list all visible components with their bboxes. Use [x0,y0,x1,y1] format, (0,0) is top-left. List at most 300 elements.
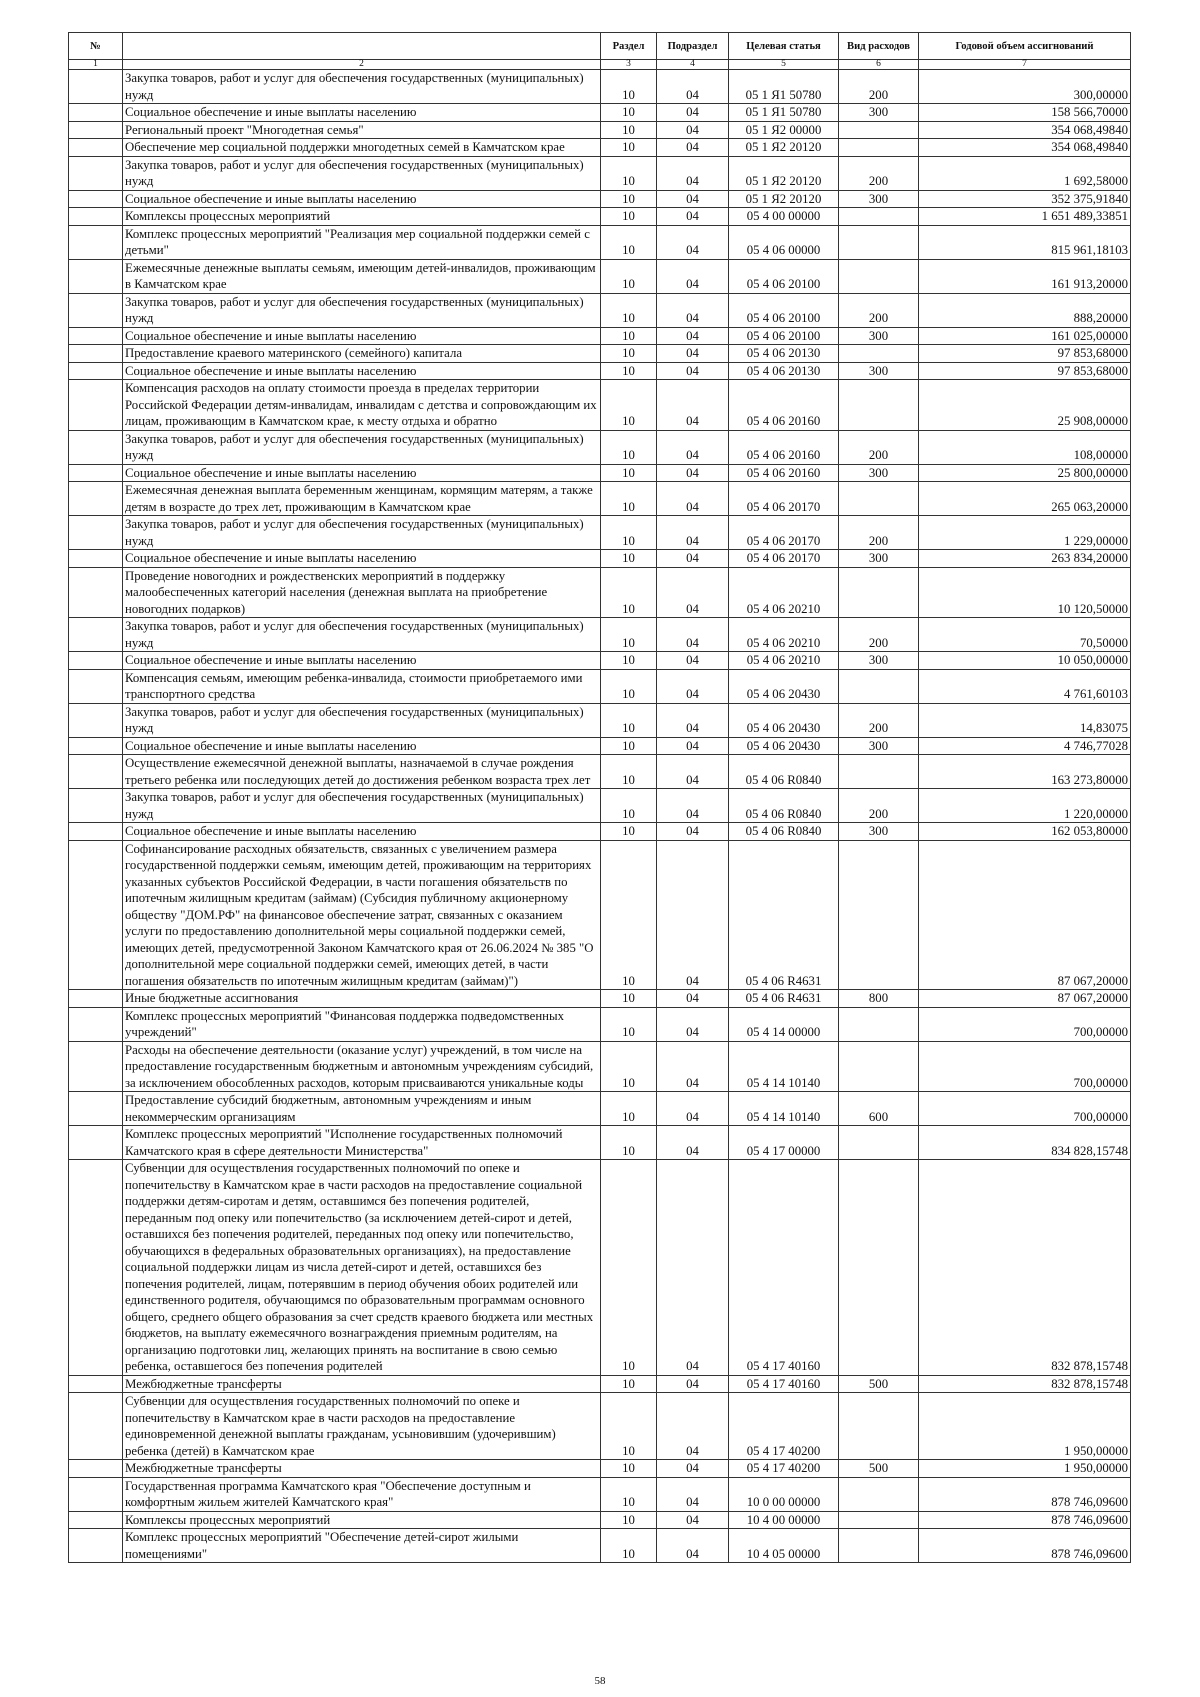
row-name-cell: Социальное обеспечение и иные выплаты населению [123,464,601,482]
row-name-cell: Расходы на обеспечение деятельности (оказание услуг) учреждений, в том числе на предоставление государственным бюджетным и автономным учреждениям субсидий, за исключением обособленных расходов, которым присваиваются уникальные коды [123,1041,601,1092]
row-name-cell: Социальное обеспечение и иные выплаты населению [123,104,601,122]
row-type-cell [839,1041,919,1092]
row-number-cell [69,1393,123,1460]
row-number-cell [69,652,123,670]
row-amount-cell: 1 651 489,33851 [919,208,1131,226]
row-number-cell [69,840,123,990]
row-subsection-cell: 04 [657,259,729,293]
row-amount-cell: 300,00000 [919,70,1131,104]
table-row [69,652,1131,670]
row-target-cell: 05 4 06 20430 [729,703,839,737]
row-type-cell [839,259,919,293]
row-section-cell: 10 [601,430,657,464]
row-subsection-cell: 04 [657,823,729,841]
row-section-cell: 10 [601,1375,657,1393]
table-row [69,990,1131,1008]
row-name-cell: Осуществление ежемесячной денежной выплаты, назначаемой в случае рождения третьего ребенка или последующих детей до достижения ребенком возраста трех лет [123,755,601,789]
row-number-cell [69,464,123,482]
row-section-cell: 10 [601,1126,657,1160]
row-name-cell: Закупка товаров, работ и услуг для обеспечения государственных (муниципальных) нужд [123,618,601,652]
table-row [69,482,1131,516]
row-subsection-cell: 04 [657,1511,729,1529]
row-type-cell: 500 [839,1375,919,1393]
row-target-cell: 05 4 06 20130 [729,345,839,363]
table-row [69,550,1131,568]
header-name [123,33,601,60]
table-row [69,464,1131,482]
row-type-cell: 200 [839,70,919,104]
row-section-cell: 10 [601,1529,657,1563]
row-section-cell: 10 [601,208,657,226]
row-amount-cell: 815 961,18103 [919,225,1131,259]
row-subsection-cell: 04 [657,703,729,737]
row-subsection-cell: 04 [657,990,729,1008]
row-number-cell [69,190,123,208]
row-type-cell [839,1160,919,1376]
row-amount-cell: 87 067,20000 [919,990,1131,1008]
table-row [69,1529,1131,1563]
row-type-cell [839,121,919,139]
row-number-cell [69,208,123,226]
row-section-cell: 10 [601,70,657,104]
row-name-cell: Межбюджетные трансферты [123,1460,601,1478]
row-amount-cell: 158 566,70000 [919,104,1131,122]
row-amount-cell: 4 746,77028 [919,737,1131,755]
row-amount-cell: 888,20000 [919,293,1131,327]
row-section-cell: 10 [601,567,657,618]
row-type-cell: 300 [839,464,919,482]
row-number-cell [69,755,123,789]
row-amount-cell: 14,83075 [919,703,1131,737]
row-name-cell: Иные бюджетные ассигнования [123,990,601,1008]
header-subsection: Подраздел [657,33,729,60]
row-subsection-cell: 04 [657,789,729,823]
row-subsection-cell: 04 [657,190,729,208]
row-amount-cell: 163 273,80000 [919,755,1131,789]
row-amount-cell: 25 800,00000 [919,464,1131,482]
row-name-cell: Социальное обеспечение и иные выплаты населению [123,190,601,208]
row-amount-cell: 354 068,49840 [919,139,1131,157]
row-section-cell: 10 [601,482,657,516]
row-target-cell: 05 4 06 00000 [729,225,839,259]
row-name-cell: Закупка товаров, работ и услуг для обеспечения государственных (муниципальных) нужд [123,789,601,823]
row-subsection-cell: 04 [657,293,729,327]
row-subsection-cell: 04 [657,1092,729,1126]
row-type-cell [839,1007,919,1041]
table-row [69,293,1131,327]
header-number: № [69,33,123,60]
table-row [69,1126,1131,1160]
row-section-cell: 10 [601,380,657,431]
row-subsection-cell: 04 [657,840,729,990]
row-section-cell: 10 [601,1092,657,1126]
row-name-cell: Предоставление субсидий бюджетным, автономным учреждениям и иным некоммерческим организациям [123,1092,601,1126]
row-target-cell: 05 4 06 R0840 [729,789,839,823]
row-name-cell: Межбюджетные трансферты [123,1375,601,1393]
row-subsection-cell: 04 [657,1460,729,1478]
row-type-cell: 200 [839,703,919,737]
row-target-cell: 05 4 17 40160 [729,1160,839,1376]
row-number-cell [69,669,123,703]
row-number-cell [69,139,123,157]
row-type-cell [839,1529,919,1563]
column-number: 4 [657,60,729,70]
row-name-cell: Предоставление краевого материнского (семейного) капитала [123,345,601,363]
row-target-cell: 05 4 14 10140 [729,1092,839,1126]
row-target-cell: 05 4 17 40160 [729,1375,839,1393]
row-subsection-cell: 04 [657,380,729,431]
row-target-cell: 05 1 Я2 20120 [729,139,839,157]
row-amount-cell: 1 692,58000 [919,156,1131,190]
document-page [68,32,1130,1563]
row-target-cell: 05 4 17 00000 [729,1126,839,1160]
column-number: 2 [123,60,601,70]
row-target-cell: 05 4 06 R0840 [729,755,839,789]
row-number-cell [69,104,123,122]
row-number-cell [69,430,123,464]
row-type-cell: 200 [839,789,919,823]
row-type-cell [839,208,919,226]
row-name-cell: Ежемесячная денежная выплата беременным женщинам, кормящим матерям, а также детям в возрасте до трех лет, проживающим в Камчатском крае [123,482,601,516]
table-row [69,139,1131,157]
row-target-cell: 05 4 06 20210 [729,652,839,670]
row-name-cell: Закупка товаров, работ и услуг для обеспечения государственных (муниципальных) нужд [123,516,601,550]
row-section-cell: 10 [601,1007,657,1041]
row-name-cell: Комплекс процессных мероприятий "Реализация мер социальной поддержки семей с детьми" [123,225,601,259]
row-name-cell: Социальное обеспечение и иные выплаты населению [123,550,601,568]
table-row [69,430,1131,464]
row-name-cell: Закупка товаров, работ и услуг для обеспечения государственных (муниципальных) нужд [123,430,601,464]
row-section-cell: 10 [601,669,657,703]
row-type-cell [839,1126,919,1160]
row-section-cell: 10 [601,362,657,380]
table-row [69,755,1131,789]
row-amount-cell: 263 834,20000 [919,550,1131,568]
row-subsection-cell: 04 [657,737,729,755]
table-row [69,1477,1131,1511]
row-subsection-cell: 04 [657,327,729,345]
row-section-cell: 10 [601,789,657,823]
header-annual-amount: Годовой объем ассигнований [919,33,1131,60]
row-name-cell: Проведение новогодних и рождественских мероприятий в поддержку малообеспеченных категорий населения (денежная выплата на приобретение новогодних подарков) [123,567,601,618]
header-section: Раздел [601,33,657,60]
table-row [69,327,1131,345]
table-row [69,703,1131,737]
row-target-cell: 05 1 Я1 50780 [729,104,839,122]
row-type-cell: 800 [839,990,919,1008]
row-target-cell: 05 4 06 20160 [729,380,839,431]
row-number-cell [69,1041,123,1092]
row-number-cell [69,1092,123,1126]
row-type-cell [839,380,919,431]
row-type-cell: 200 [839,516,919,550]
row-number-cell [69,482,123,516]
row-amount-cell: 700,00000 [919,1092,1131,1126]
table-row [69,104,1131,122]
row-target-cell: 05 4 06 20160 [729,430,839,464]
row-subsection-cell: 04 [657,1160,729,1376]
table-row [69,259,1131,293]
row-amount-cell: 108,00000 [919,430,1131,464]
row-name-cell: Региональный проект "Многодетная семья" [123,121,601,139]
row-section-cell: 10 [601,139,657,157]
table-row [69,567,1131,618]
row-target-cell: 10 4 00 00000 [729,1511,839,1529]
row-section-cell: 10 [601,259,657,293]
row-type-cell: 300 [839,550,919,568]
table-row [69,1041,1131,1092]
row-amount-cell: 4 761,60103 [919,669,1131,703]
header-expense-type: Вид расходов [839,33,919,60]
row-number-cell [69,1126,123,1160]
table-row [69,823,1131,841]
row-number-cell [69,1511,123,1529]
row-type-cell [839,755,919,789]
row-amount-cell: 1 950,00000 [919,1393,1131,1460]
table-row [69,1092,1131,1126]
row-type-cell: 300 [839,652,919,670]
row-number-cell [69,823,123,841]
row-amount-cell: 700,00000 [919,1007,1131,1041]
row-name-cell: Компенсация расходов на оплату стоимости проезда в пределах территории Российской Федерации детям-инвалидам, инвалидам с детства и сопровождающим их лицам, проживающим в Камчатском крае, к месту отдыха и обратно [123,380,601,431]
row-amount-cell: 878 746,09600 [919,1477,1131,1511]
row-name-cell: Субвенции для осуществления государственных полномочий по опеке и попечительству в Камчатском крае в части расходов на предоставление социальной поддержки детям-сиротам и детям, оставшимся без попечения родителей, переданным под опеку или попечительство (за исключением детей-сирот и детей, оставшихся без попечения родителей, переданных под опеку или попечительство, обучающихся в федеральных образовательных организациях), на предоставление социальной поддержки лицам из числа детей-сирот и детей, оставшихся без попечения родителей, лицам, потерявшим в период обучения обоих родителей или единственного родителя, обучающимся по образовательным программам основного общего, среднего общего образования за счет средств краевого бюджета или местных бюджетов, на выплату ежемесячного вознаграждения приемным родителям, на организацию подготовки лиц, желающих принять на воспитание в свою семью ребенка, оставшегося без попечения родителей [123,1160,601,1376]
row-subsection-cell: 04 [657,121,729,139]
row-target-cell: 05 4 06 20100 [729,327,839,345]
row-type-cell [839,1393,919,1460]
row-subsection-cell: 04 [657,208,729,226]
row-section-cell: 10 [601,464,657,482]
row-target-cell: 05 4 06 20170 [729,482,839,516]
row-type-cell [839,1511,919,1529]
row-subsection-cell: 04 [657,362,729,380]
row-subsection-cell: 04 [657,139,729,157]
row-subsection-cell: 04 [657,482,729,516]
row-target-cell: 05 4 00 00000 [729,208,839,226]
row-amount-cell: 25 908,00000 [919,380,1131,431]
row-target-cell: 05 4 06 20100 [729,259,839,293]
row-number-cell [69,1529,123,1563]
row-number-cell [69,1007,123,1041]
row-target-cell: 05 4 06 20100 [729,293,839,327]
row-number-cell [69,362,123,380]
row-target-cell: 10 4 05 00000 [729,1529,839,1563]
row-subsection-cell: 04 [657,225,729,259]
row-subsection-cell: 04 [657,104,729,122]
row-number-cell [69,345,123,363]
row-name-cell: Закупка товаров, работ и услуг для обеспечения государственных (муниципальных) нужд [123,70,601,104]
row-amount-cell: 265 063,20000 [919,482,1131,516]
table-row [69,789,1131,823]
row-name-cell: Комплексы процессных мероприятий [123,1511,601,1529]
row-subsection-cell: 04 [657,1375,729,1393]
row-subsection-cell: 04 [657,516,729,550]
row-name-cell: Комплекс процессных мероприятий "Финансовая поддержка подведомственных учреждений" [123,1007,601,1041]
row-name-cell: Закупка товаров, работ и услуг для обеспечения государственных (муниципальных) нужд [123,703,601,737]
row-section-cell: 10 [601,516,657,550]
row-name-cell: Социальное обеспечение и иные выплаты населению [123,823,601,841]
row-subsection-cell: 04 [657,430,729,464]
row-name-cell: Закупка товаров, работ и услуг для обеспечения государственных (муниципальных) нужд [123,156,601,190]
row-target-cell: 05 4 14 00000 [729,1007,839,1041]
row-number-cell [69,70,123,104]
row-subsection-cell: 04 [657,669,729,703]
table-row [69,1460,1131,1478]
column-number: 1 [69,60,123,70]
row-amount-cell: 1 229,00000 [919,516,1131,550]
row-type-cell [839,345,919,363]
row-target-cell: 05 1 Я2 00000 [729,121,839,139]
row-number-cell [69,380,123,431]
row-amount-cell: 10 050,00000 [919,652,1131,670]
row-name-cell: Субвенции для осуществления государственных полномочий по опеке и попечительству в Камчатском крае в части расходов на предоставление единовременной денежной выплаты гражданам, усыновившим (удочерившим) ребенка (детей) в Камчатском крае [123,1393,601,1460]
row-section-cell: 10 [601,618,657,652]
row-target-cell: 10 0 00 00000 [729,1477,839,1511]
table-row [69,840,1131,990]
row-type-cell: 200 [839,618,919,652]
row-type-cell [839,567,919,618]
row-subsection-cell: 04 [657,70,729,104]
row-amount-cell: 70,50000 [919,618,1131,652]
row-target-cell: 05 1 Я2 20120 [729,156,839,190]
row-name-cell: Ежемесячные денежные выплаты семьям, имеющим детей-инвалидов, проживающим в Камчатском крае [123,259,601,293]
row-number-cell [69,1460,123,1478]
row-amount-cell: 162 053,80000 [919,823,1131,841]
row-section-cell: 10 [601,1477,657,1511]
table-row [69,208,1131,226]
table-row [69,618,1131,652]
row-type-cell [839,482,919,516]
row-amount-cell: 161 913,20000 [919,259,1131,293]
row-type-cell: 300 [839,737,919,755]
table-row [69,1375,1131,1393]
row-number-cell [69,618,123,652]
row-subsection-cell: 04 [657,1126,729,1160]
row-section-cell: 10 [601,121,657,139]
row-type-cell: 300 [839,104,919,122]
row-section-cell: 10 [601,1160,657,1376]
row-type-cell [839,1477,919,1511]
row-number-cell [69,516,123,550]
row-amount-cell: 878 746,09600 [919,1511,1131,1529]
row-number-cell [69,703,123,737]
row-type-cell [839,669,919,703]
row-amount-cell: 97 853,68000 [919,345,1131,363]
row-target-cell: 05 4 06 20430 [729,669,839,703]
row-subsection-cell: 04 [657,618,729,652]
row-subsection-cell: 04 [657,1041,729,1092]
row-target-cell: 05 4 06 20430 [729,737,839,755]
row-section-cell: 10 [601,823,657,841]
table-row [69,362,1131,380]
table-body [69,70,1131,1563]
row-amount-cell: 97 853,68000 [919,362,1131,380]
row-section-cell: 10 [601,990,657,1008]
row-name-cell: Закупка товаров, работ и услуг для обеспечения государственных (муниципальных) нужд [123,293,601,327]
row-amount-cell: 161 025,00000 [919,327,1131,345]
column-number: 5 [729,60,839,70]
row-section-cell: 10 [601,652,657,670]
row-section-cell: 10 [601,156,657,190]
table-row [69,669,1131,703]
row-target-cell: 05 4 06 20170 [729,550,839,568]
row-subsection-cell: 04 [657,1007,729,1041]
row-section-cell: 10 [601,1393,657,1460]
row-target-cell: 05 4 06 R4631 [729,990,839,1008]
row-subsection-cell: 04 [657,345,729,363]
row-section-cell: 10 [601,190,657,208]
row-target-cell: 05 4 06 R4631 [729,840,839,990]
row-type-cell: 200 [839,156,919,190]
row-name-cell: Социальное обеспечение и иные выплаты населению [123,737,601,755]
row-target-cell: 05 4 17 40200 [729,1393,839,1460]
table-row [69,380,1131,431]
table-row [69,190,1131,208]
row-subsection-cell: 04 [657,464,729,482]
row-amount-cell: 834 828,15748 [919,1126,1131,1160]
row-number-cell [69,225,123,259]
row-type-cell [839,139,919,157]
row-number-cell [69,293,123,327]
row-target-cell: 05 4 06 20170 [729,516,839,550]
row-name-cell: Комплексы процессных мероприятий [123,208,601,226]
row-amount-cell: 352 375,91840 [919,190,1131,208]
row-name-cell: Социальное обеспечение и иные выплаты населению [123,652,601,670]
row-number-cell [69,1375,123,1393]
column-number-row [69,60,1131,70]
row-section-cell: 10 [601,703,657,737]
row-subsection-cell: 04 [657,652,729,670]
row-target-cell: 05 4 06 20210 [729,618,839,652]
row-target-cell: 05 1 Я1 50780 [729,70,839,104]
row-amount-cell: 832 878,15748 [919,1160,1131,1376]
table-row [69,345,1131,363]
row-target-cell: 05 4 06 R0840 [729,823,839,841]
row-amount-cell: 87 067,20000 [919,840,1131,990]
row-type-cell [839,225,919,259]
row-number-cell [69,327,123,345]
row-number-cell [69,156,123,190]
row-subsection-cell: 04 [657,1529,729,1563]
column-number: 3 [601,60,657,70]
row-section-cell: 10 [601,755,657,789]
row-type-cell: 300 [839,327,919,345]
row-number-cell [69,567,123,618]
table-row [69,1007,1131,1041]
table-header-row [69,33,1131,60]
row-name-cell: Социальное обеспечение и иные выплаты населению [123,362,601,380]
row-number-cell [69,789,123,823]
row-amount-cell: 1 950,00000 [919,1460,1131,1478]
row-number-cell [69,550,123,568]
row-target-cell: 05 4 06 20130 [729,362,839,380]
row-type-cell: 200 [839,293,919,327]
row-subsection-cell: 04 [657,1477,729,1511]
row-target-cell: 05 4 17 40200 [729,1460,839,1478]
row-section-cell: 10 [601,104,657,122]
row-target-cell: 05 4 06 20160 [729,464,839,482]
row-name-cell: Комплекс процессных мероприятий "Обеспечение детей-сирот жилыми помещениями" [123,1529,601,1563]
row-section-cell: 10 [601,327,657,345]
row-number-cell [69,259,123,293]
table-row [69,516,1131,550]
row-section-cell: 10 [601,550,657,568]
row-number-cell [69,990,123,1008]
row-target-cell: 05 1 Я2 20120 [729,190,839,208]
row-section-cell: 10 [601,225,657,259]
row-subsection-cell: 04 [657,550,729,568]
row-subsection-cell: 04 [657,755,729,789]
